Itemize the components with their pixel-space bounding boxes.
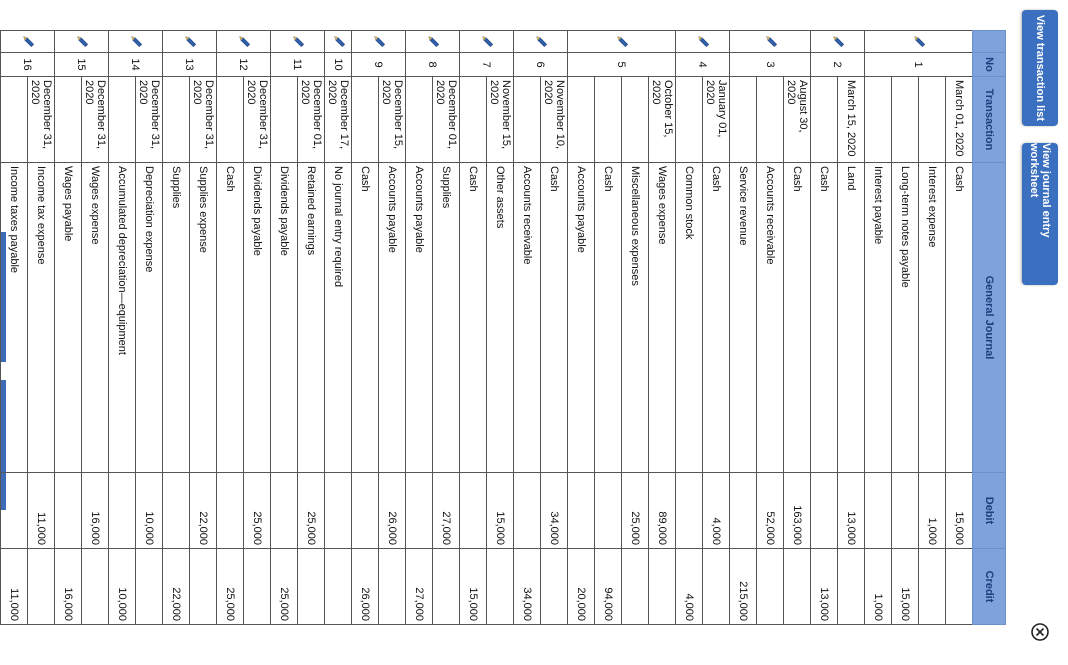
credit-amount: 25,000 <box>217 549 244 625</box>
debit-amount <box>514 473 541 549</box>
transaction-date <box>811 77 838 163</box>
table-row <box>676 31 703 625</box>
transaction-date <box>352 77 379 163</box>
account-name: Cash <box>703 163 730 473</box>
transaction-date <box>676 77 703 163</box>
debit-amount <box>892 473 919 549</box>
debit-amount: 34,000 <box>541 473 568 549</box>
transaction-date <box>757 77 784 163</box>
credit-amount <box>298 549 325 625</box>
debit-amount: 163,000 <box>784 473 811 549</box>
table-row <box>865 31 892 625</box>
account-name: Wages payable <box>55 163 82 473</box>
credit-amount: 13,000 <box>811 549 838 625</box>
debit-amount <box>460 473 487 549</box>
table-row <box>433 31 460 625</box>
credit-amount <box>325 549 352 625</box>
credit-amount <box>190 549 217 625</box>
debit-amount: 4,000 <box>703 473 730 549</box>
credit-amount: 15,000 <box>460 549 487 625</box>
credit-amount <box>649 549 676 625</box>
account-name: Wages expense <box>649 163 676 473</box>
credit-amount: 20,000 <box>568 549 595 625</box>
credit-amount <box>379 549 406 625</box>
debit-amount <box>163 473 190 549</box>
entry-number: 11 <box>271 53 325 77</box>
debit-amount: 10,000 <box>136 473 163 549</box>
entry-number: 16 <box>1 53 55 77</box>
debit-amount <box>55 473 82 549</box>
credit-amount: 34,000 <box>514 549 541 625</box>
edit-entry-icon[interactable] <box>811 31 865 53</box>
credit-amount: 25,000 <box>271 549 298 625</box>
credit-amount <box>757 549 784 625</box>
account-name: Other assets <box>487 163 514 473</box>
account-name: Accounts payable <box>379 163 406 473</box>
table-row <box>1 31 28 625</box>
entry-number: 9 <box>352 53 406 77</box>
account-name: Cash <box>946 163 973 473</box>
account-name: Interest expense <box>919 163 946 473</box>
debit-amount <box>811 473 838 549</box>
debit-amount <box>109 473 136 549</box>
edit-entry-icon[interactable] <box>514 31 568 53</box>
entry-number: 3 <box>730 53 811 77</box>
credit-amount <box>82 549 109 625</box>
entry-number: 7 <box>460 53 514 77</box>
transaction-date: November 10, 2020 <box>541 77 568 163</box>
debit-amount: 16,000 <box>82 473 109 549</box>
transaction-date <box>622 77 649 163</box>
table-row <box>244 31 271 625</box>
table-row <box>352 31 379 625</box>
transaction-date <box>109 77 136 163</box>
debit-amount: 25,000 <box>298 473 325 549</box>
transaction-date: January 01, 2020 <box>703 77 730 163</box>
account-name: Wages expense <box>82 163 109 473</box>
account-name: Supplies <box>433 163 460 473</box>
table-row <box>892 31 919 625</box>
table-row <box>460 31 487 625</box>
table-row <box>487 31 514 625</box>
transaction-date: December 31, 2020 <box>244 77 271 163</box>
edit-entry-icon[interactable] <box>568 31 676 53</box>
entry-number: 2 <box>811 53 865 77</box>
credit-amount: 15,000 <box>892 549 919 625</box>
entry-number: 6 <box>514 53 568 77</box>
table-row <box>217 31 244 625</box>
view-transaction-list-button[interactable]: View transaction list <box>1022 10 1058 126</box>
edit-entry-icon[interactable] <box>217 31 271 53</box>
credit-amount <box>487 549 514 625</box>
credit-amount <box>784 549 811 625</box>
debit-column-header: Debit <box>973 473 1006 549</box>
account-name: Common stock <box>676 163 703 473</box>
debit-amount <box>730 473 757 549</box>
debit-amount <box>406 473 433 549</box>
credit-amount <box>244 549 271 625</box>
transaction-date <box>568 77 595 163</box>
edit-entry-icon[interactable] <box>406 31 460 53</box>
account-name: Cash <box>784 163 811 473</box>
transaction-date <box>892 77 919 163</box>
debit-amount <box>217 473 244 549</box>
credit-amount: 11,000 <box>1 549 28 625</box>
table-row <box>757 31 784 625</box>
edit-entry-icon[interactable] <box>55 31 109 53</box>
transaction-date: December 31, 2020 <box>136 77 163 163</box>
transaction-date <box>217 77 244 163</box>
transaction-date <box>595 77 622 163</box>
transaction-date: March 01, 2020 <box>946 77 973 163</box>
general-journal-table <box>0 30 1006 625</box>
debit-amount: 26,000 <box>379 473 406 549</box>
table-row <box>568 31 595 625</box>
credit-amount: 22,000 <box>163 549 190 625</box>
edit-entry-icon[interactable] <box>163 31 217 53</box>
credit-amount <box>136 549 163 625</box>
debit-amount: 25,000 <box>622 473 649 549</box>
transaction-date: October 15, 2020 <box>649 77 676 163</box>
table-row <box>919 31 946 625</box>
account-name: Cash <box>352 163 379 473</box>
table-row <box>136 31 163 625</box>
transaction-date: March 15, 2020 <box>838 77 865 163</box>
credit-amount <box>919 549 946 625</box>
transaction-date <box>460 77 487 163</box>
edit-entry-icon[interactable] <box>730 31 811 53</box>
debit-amount <box>271 473 298 549</box>
debit-amount <box>676 473 703 549</box>
debit-amount: 52,000 <box>757 473 784 549</box>
edit-entry-icon[interactable] <box>325 31 352 53</box>
account-name: Accounts receivable <box>757 163 784 473</box>
credit-amount: 215,000 <box>730 549 757 625</box>
transaction-date <box>919 77 946 163</box>
credit-amount: 1,000 <box>865 549 892 625</box>
entry-number: 1 <box>865 53 973 77</box>
edit-entry-icon[interactable] <box>1 31 55 53</box>
transaction-date: December 01, 2020 <box>298 77 325 163</box>
table-row <box>406 31 433 625</box>
general-journal-column-header: General Journal <box>973 163 1006 473</box>
table-row <box>514 31 541 625</box>
transaction-date: November 15, 2020 <box>487 77 514 163</box>
account-name: Income tax expense <box>28 163 55 473</box>
transaction-date: December 31, 2020 <box>28 77 55 163</box>
table-row <box>271 31 298 625</box>
debit-amount: 25,000 <box>244 473 271 549</box>
transaction-date: December 31, 2020 <box>190 77 217 163</box>
account-name: Accounts payable <box>568 163 595 473</box>
credit-amount: 26,000 <box>352 549 379 625</box>
account-name: Cash <box>595 163 622 473</box>
account-name: No journal entry required <box>325 163 352 473</box>
transaction-date <box>514 77 541 163</box>
table-row <box>703 31 730 625</box>
table-row <box>595 31 622 625</box>
account-name: Income taxes payable <box>1 163 28 473</box>
table-row <box>649 31 676 625</box>
entry-number: 4 <box>676 53 730 77</box>
account-name: Accounts receivable <box>514 163 541 473</box>
entry-number: 10 <box>325 53 352 77</box>
account-name: Accounts payable <box>406 163 433 473</box>
edit-entry-icon[interactable] <box>271 31 325 53</box>
account-name: Interest payable <box>865 163 892 473</box>
account-name: Supplies expense <box>190 163 217 473</box>
debit-amount: 11,000 <box>28 473 55 549</box>
entry-number: 13 <box>163 53 217 77</box>
transaction-date <box>271 77 298 163</box>
table-row <box>325 31 352 625</box>
credit-amount <box>28 549 55 625</box>
account-name: Retained earnings <box>298 163 325 473</box>
account-name: Service revenue <box>730 163 757 473</box>
table-row <box>541 31 568 625</box>
account-name: Cash <box>541 163 568 473</box>
account-name: Cash <box>217 163 244 473</box>
table-row <box>730 31 757 625</box>
entry-number: 12 <box>217 53 271 77</box>
credit-amount <box>703 549 730 625</box>
entry-number: 15 <box>55 53 109 77</box>
credit-amount <box>838 549 865 625</box>
edit-entry-icon[interactable] <box>109 31 163 53</box>
table-row <box>190 31 217 625</box>
account-name: Long-term notes payable <box>892 163 919 473</box>
transaction-date: December 17, 2020 <box>325 77 352 163</box>
table-row <box>28 31 55 625</box>
edit-entry-icon[interactable] <box>460 31 514 53</box>
edit-entry-icon[interactable] <box>865 31 973 53</box>
debit-amount <box>1 473 28 549</box>
transaction-date <box>406 77 433 163</box>
debit-amount <box>595 473 622 549</box>
transaction-date: December 01, 2020 <box>433 77 460 163</box>
edit-column-header <box>973 31 1006 53</box>
debit-amount: 13,000 <box>838 473 865 549</box>
account-name: Cash <box>811 163 838 473</box>
transaction-date: December 15, 2020 <box>379 77 406 163</box>
account-name: Accumulated depreciation—equipment <box>109 163 136 473</box>
table-row <box>109 31 136 625</box>
account-name: Dividends payable <box>244 163 271 473</box>
edit-entry-icon[interactable] <box>352 31 406 53</box>
transaction-date <box>730 77 757 163</box>
table-row <box>946 31 973 625</box>
view-journal-entry-worksheet-button[interactable]: View journal entry worksheet <box>1022 143 1058 285</box>
no-column-header: No <box>973 53 1006 77</box>
credit-amount: 27,000 <box>406 549 433 625</box>
account-name: Cash <box>460 163 487 473</box>
table-row <box>838 31 865 625</box>
table-row <box>622 31 649 625</box>
entry-number: 5 <box>568 53 676 77</box>
transaction-column-header: Transaction <box>973 77 1006 163</box>
credit-amount <box>433 549 460 625</box>
transaction-date: December 31, 2020 <box>82 77 109 163</box>
account-name: Supplies <box>163 163 190 473</box>
table-row <box>82 31 109 625</box>
table-row <box>163 31 190 625</box>
transaction-date <box>1 77 28 163</box>
account-name: Depreciation expense <box>136 163 163 473</box>
credit-amount: 16,000 <box>55 549 82 625</box>
debit-amount: 27,000 <box>433 473 460 549</box>
debit-amount: 15,000 <box>487 473 514 549</box>
entry-number: 14 <box>109 53 163 77</box>
close-icon[interactable] <box>1030 622 1050 642</box>
debit-amount <box>865 473 892 549</box>
credit-amount: 94,000 <box>595 549 622 625</box>
credit-amount <box>541 549 568 625</box>
transaction-date <box>163 77 190 163</box>
debit-amount <box>352 473 379 549</box>
table-row <box>784 31 811 625</box>
account-name: Miscellaneous expenses <box>622 163 649 473</box>
credit-amount: 10,000 <box>109 549 136 625</box>
account-name: Land <box>838 163 865 473</box>
table-header-row <box>973 31 1006 625</box>
table-row <box>811 31 838 625</box>
table-row <box>298 31 325 625</box>
journal-rows <box>1 31 973 625</box>
debit-amount: 15,000 <box>946 473 973 549</box>
debit-amount: 1,000 <box>919 473 946 549</box>
account-name: Dividends payable <box>271 163 298 473</box>
transaction-date: August 30, 2020 <box>784 77 811 163</box>
debit-amount: 89,000 <box>649 473 676 549</box>
edit-entry-icon[interactable] <box>676 31 730 53</box>
credit-column-header: Credit <box>973 549 1006 625</box>
credit-amount <box>622 549 649 625</box>
transaction-date <box>55 77 82 163</box>
debit-amount: 22,000 <box>190 473 217 549</box>
debit-amount <box>325 473 352 549</box>
table-row <box>55 31 82 625</box>
table-row <box>379 31 406 625</box>
entry-number: 8 <box>406 53 460 77</box>
credit-amount <box>946 549 973 625</box>
debit-amount <box>568 473 595 549</box>
transaction-date <box>865 77 892 163</box>
credit-amount: 4,000 <box>676 549 703 625</box>
